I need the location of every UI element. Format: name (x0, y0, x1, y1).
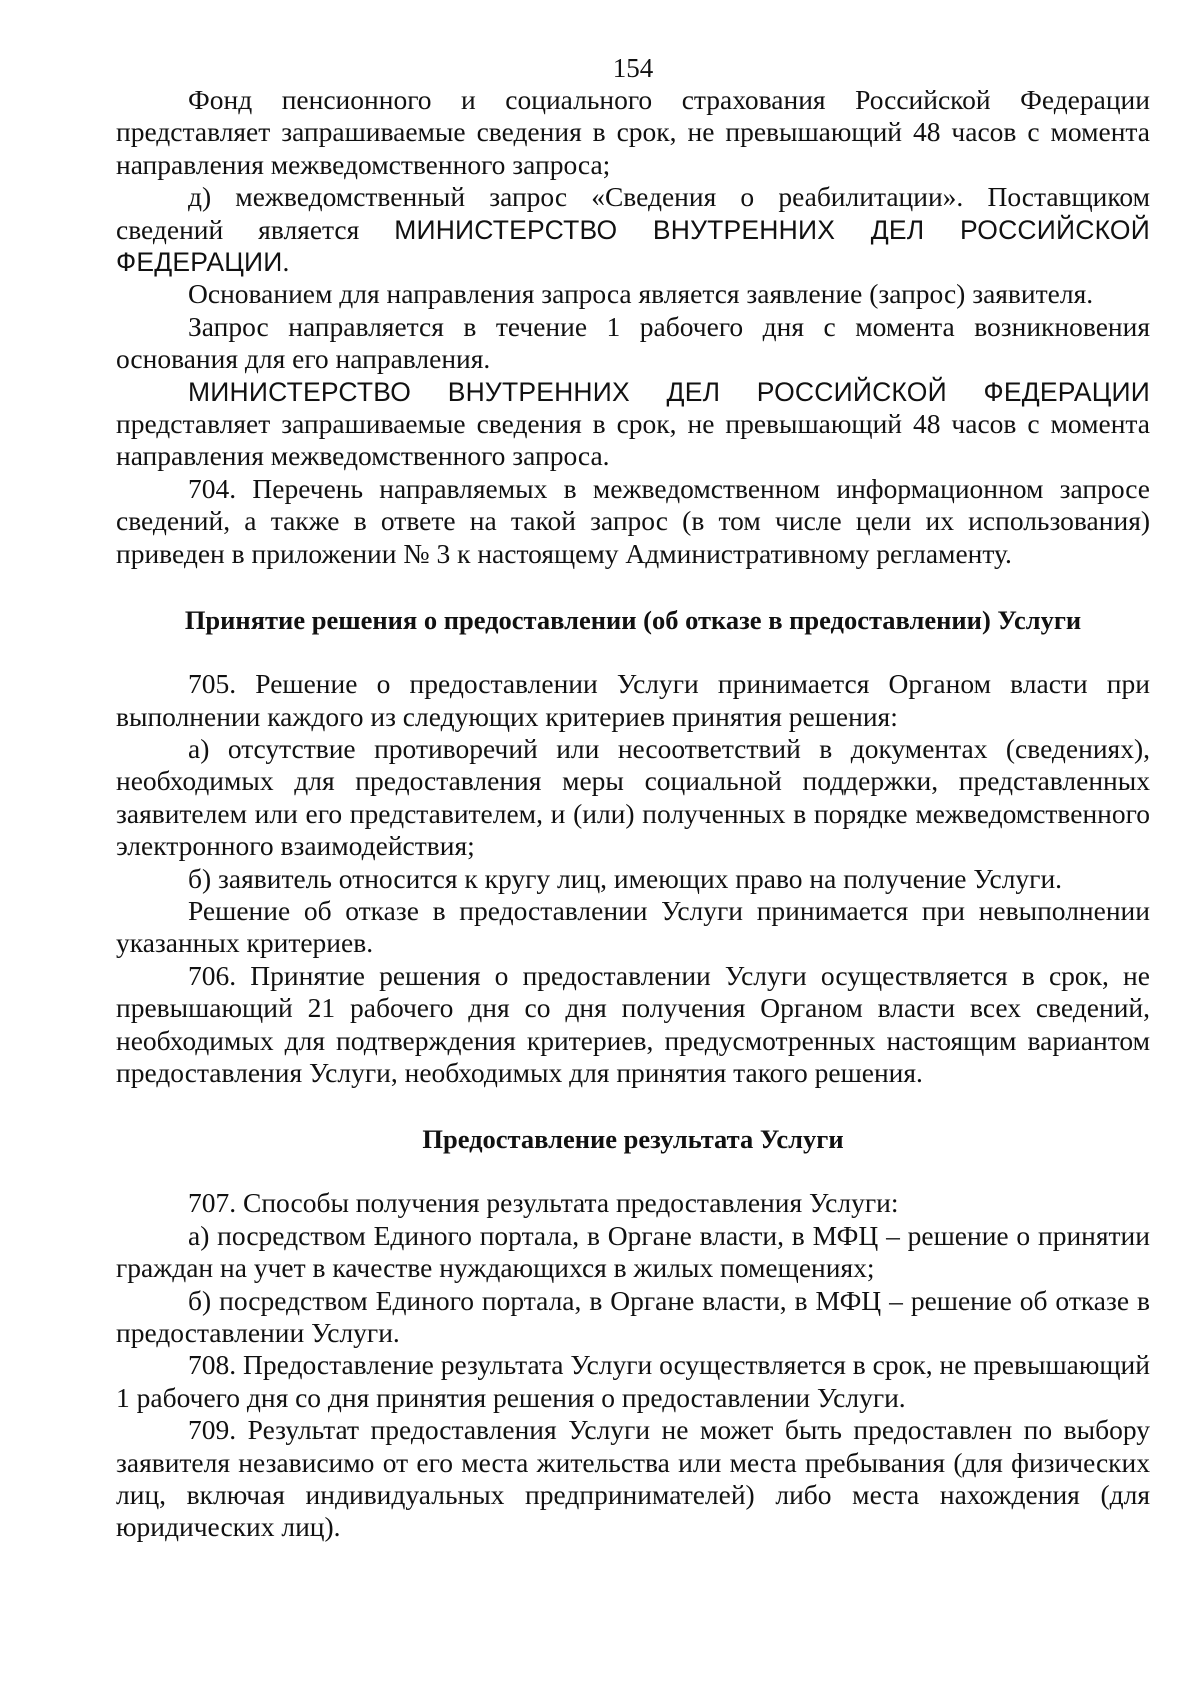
paragraph-708: 708. Предоставление результата Услуги осуществляется в срок, не превышающий 1 рабочего дня со дня принятия решения о предоставлении Услуги. (116, 1349, 1150, 1413)
paragraph-refusal: Решение об отказе в предоставлении Услуги принимается при невыполнении указанных критериев. (116, 894, 1150, 959)
provider-name: МИНИСТЕРСТВО ВНУТРЕННИХ ДЕЛ РОССИЙСКОЙ ФЕДЕРАЦИИ (116, 214, 1150, 278)
paragraph-criterion-b: б) заявитель относится к кругу лиц, имеющих право на получение Услуги. (188, 862, 1063, 894)
paragraph-request-deadline: Запрос направляется в течение 1 рабочего дня с момента возникновения основания для его направления. (116, 310, 1150, 375)
period: . (282, 246, 290, 278)
paragraph-709: 709. Результат предоставления Услуги не может быть предоставлен по выбору заявителя независимо от его места жительства или места пребывания (для физических лиц, включая индивидуальных предпринимателей) либо места нахождения (для юридических лиц). (116, 1414, 1150, 1543)
paragraph-rehabilitation-request (116, 181, 1150, 278)
page-number: 154 (612, 53, 654, 83)
paragraph-result-b: б) посредством Единого портала, в Органе власти, в МФЦ – решение об отказе в предоставлении Услуги. (116, 1284, 1150, 1348)
mvd-name: МИНИСТЕРСТВО ВНУТРЕННИХ ДЕЛ РОССИЙСКОЙ ФЕДЕРАЦИИ (188, 376, 1150, 407)
paragraph-criterion-a: а) отсутствие противоречий или несоответствий в документах (сведениях), необходимых для предоставления меры социальной поддержки, представленных заявителем или его представителем, и (или) полученных в порядке межведомственного электронного взаимодействия; (116, 732, 1150, 862)
rehabilitation-request-text: д) межведомственный запрос «Сведения о реабилитации». Поставщиком сведений является (116, 181, 1150, 245)
paragraph-707: 707. Способы получения результата предоставления Услуги: (188, 1187, 899, 1219)
paragraph-request-basis: Основанием для направления запроса является заявление (запрос) заявителя. (188, 278, 1094, 310)
paragraph-result-a: а) посредством Единого портала, в Органе власти, в МФЦ – решение о принятии граждан на учет в качестве нуждающихся в жилых помещениях; (116, 1219, 1150, 1284)
section-heading-result: Предоставление результата Услуги (422, 1124, 844, 1155)
paragraph-704: 704. Перечень направляемых в межведомственном информационном запросе сведений, а также в ответе на такой запрос (в том числе цели их использования) приведен в приложении № 3 к настоящему Административному регламенту. (116, 472, 1150, 569)
document-page (116, 52, 1150, 1544)
section-heading-decision: Принятие решения о предоставлении (об отказе в предоставлении) Услуги (184, 605, 1082, 636)
paragraph-pfr-response: Фонд пенсионного и социального страхования Российской Федерации представляет запрашиваемые сведения в срок, не превышающий 48 часов с момента направления межведомственного запроса; (116, 84, 1150, 180)
paragraph-706: 706. Принятие решения о предоставлении Услуги осуществляется в срок, не превышающий 21 рабочего дня со дня получения Органом власти всех сведений, необходимых для подтверждения критериев, предусмотренных настоящим вариантом предоставления Услуги, необходимых для принятия такого решения. (116, 959, 1150, 1088)
mvd-response-text: представляет запрашиваемые сведения в срок, не превышающий 48 часов с момента направления межведомственного запроса. (116, 408, 1150, 472)
paragraph-705: 705. Решение о предоставлении Услуги принимается Органом власти при выполнении каждого из следующих критериев принятия решения: (116, 668, 1150, 732)
paragraph-mvd-response (116, 376, 1150, 473)
